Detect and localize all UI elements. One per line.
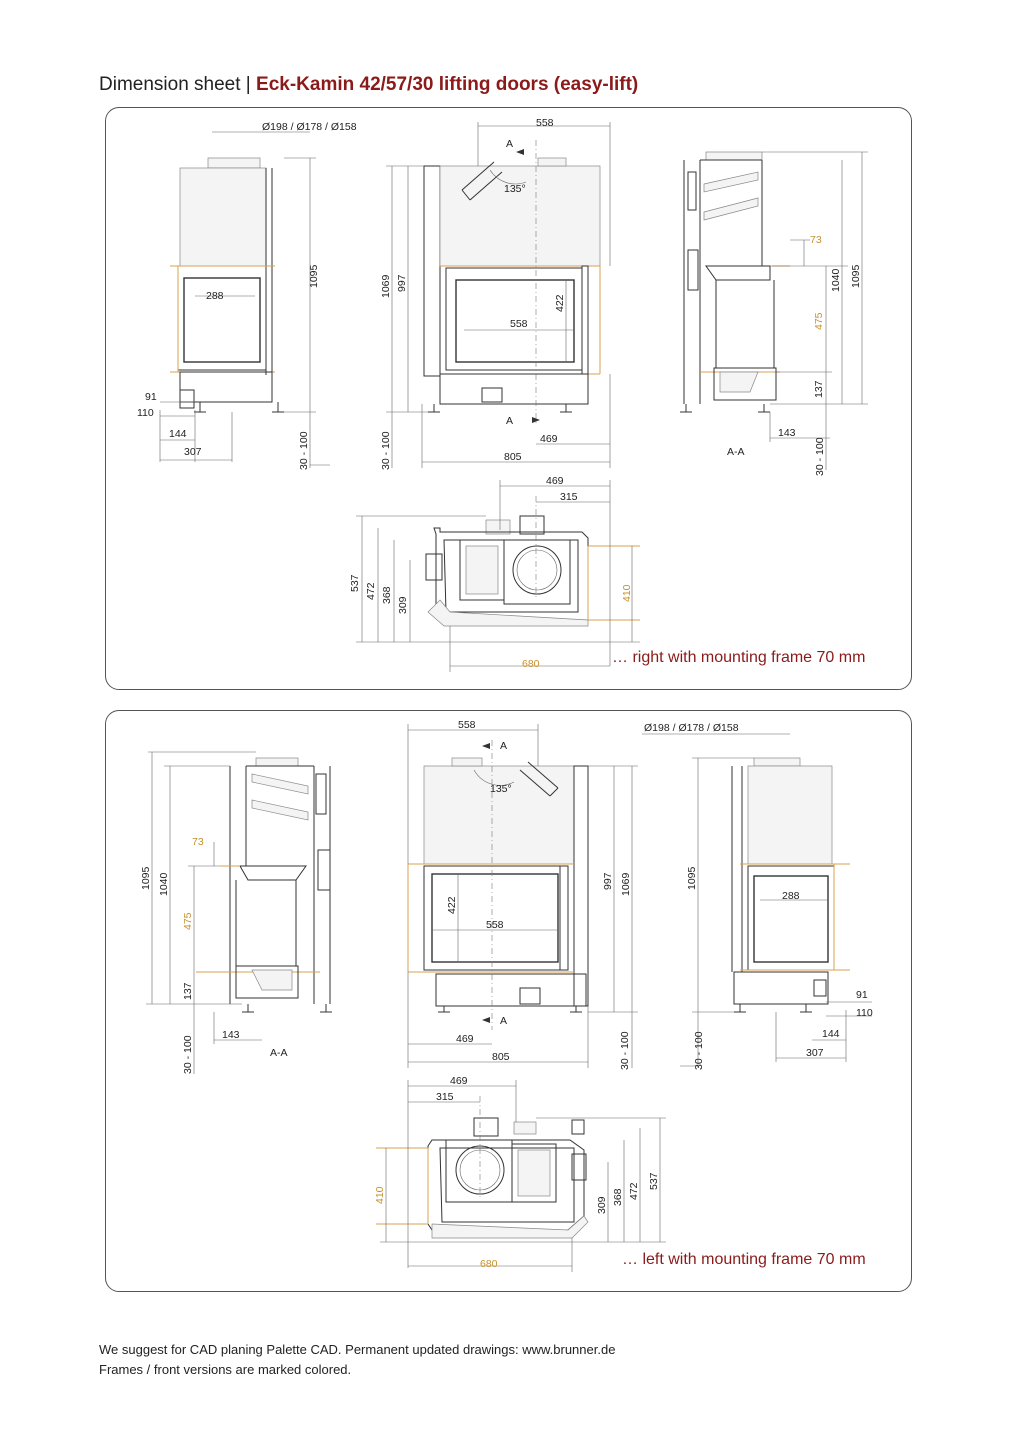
top-side-inner-width: 558 [510, 318, 528, 330]
top-section-label: A-A [727, 446, 745, 458]
top-front-d110: 110 [137, 407, 154, 419]
sheet-label: Dimension sheet [99, 74, 241, 95]
top-side-feet: 30 - 100 [380, 431, 392, 470]
top-plan-h368: 368 [381, 586, 393, 604]
top-section-h1040: 1040 [830, 268, 842, 292]
top-side-w805: 805 [504, 451, 522, 463]
top-front-d307: 307 [184, 446, 202, 458]
top-plan-w680: 680 [522, 658, 540, 670]
bottom-side-section-top: A [500, 740, 508, 752]
bottom-front-d307: 307 [806, 1047, 824, 1059]
top-front-d144: 144 [169, 428, 187, 440]
top-side-view [380, 117, 610, 470]
top-plan-h309: 309 [397, 596, 409, 614]
top-side-h1069: 1069 [380, 274, 392, 298]
bottom-front-view [642, 722, 873, 1070]
bottom-section-h137: 137 [182, 982, 194, 1000]
top-section-h1095: 1095 [850, 264, 862, 288]
top-side-w469: 469 [540, 433, 558, 445]
top-caption: … right with mounting frame 70 mm [612, 649, 866, 666]
bottom-plan-view [374, 1075, 666, 1272]
bottom-side-view [408, 719, 638, 1070]
bottom-front-feet: 30 - 100 [693, 1031, 705, 1070]
footer-cad-note: We suggest for CAD planing Palette CAD. Permanent updated drawings: www.brunner.de [99, 1342, 616, 1357]
top-plan-w469: 469 [546, 475, 564, 487]
bottom-section-h1040: 1040 [158, 872, 170, 896]
top-side-width-dim: 558 [536, 117, 554, 129]
top-front-height-dim: 1095 [308, 264, 320, 288]
bottom-plan-h410: 410 [374, 1186, 386, 1204]
bottom-section-h475: 475 [182, 912, 194, 930]
bottom-side-inner-width: 558 [486, 919, 504, 931]
bottom-side-w469: 469 [456, 1033, 474, 1045]
bottom-plan-h368: 368 [612, 1188, 624, 1206]
bottom-side-angle: 135° [490, 783, 512, 795]
bottom-plan-h309: 309 [596, 1196, 608, 1214]
top-plan-h537: 537 [349, 574, 361, 592]
bottom-plan-h472: 472 [628, 1182, 640, 1200]
footer-color-note: Frames / front versions are marked colored. [99, 1362, 352, 1377]
top-front-flue-dim: Ø198 / Ø178 / Ø158 [262, 121, 357, 133]
bottom-plan-w315: 315 [436, 1091, 454, 1103]
bottom-front-width-dim: 288 [782, 890, 800, 902]
bottom-plan-h537: 537 [648, 1172, 660, 1190]
top-plan-view [349, 475, 640, 672]
bottom-section-d73: 73 [192, 836, 204, 848]
bottom-section-label: A-A [270, 1047, 288, 1059]
bottom-section-view [140, 752, 332, 1074]
bottom-side-width-dim: 558 [458, 719, 476, 731]
bottom-section-feet: 30 - 100 [182, 1035, 194, 1074]
top-section-h137: 137 [813, 380, 825, 398]
bottom-caption: … left with mounting frame 70 mm [622, 1251, 866, 1268]
top-section-h475: 475 [813, 312, 825, 330]
bottom-section-h1095: 1095 [140, 866, 152, 890]
bottom-side-h1069: 1069 [620, 872, 632, 896]
bottom-front-flue-dim: Ø198 / Ø178 / Ø158 [644, 722, 739, 734]
top-side-section-bottom: A [506, 415, 514, 427]
top-side-section-top: A [506, 138, 514, 150]
top-side-h422: 422 [554, 294, 566, 312]
top-plan-h410: 410 [621, 584, 633, 602]
top-section-d143: 143 [778, 427, 796, 439]
bottom-side-h997: 997 [602, 872, 614, 890]
bottom-section-d143: 143 [222, 1029, 240, 1041]
bottom-front-height-dim: 1095 [686, 866, 698, 890]
bottom-side-section-bottom: A [500, 1015, 508, 1027]
bottom-plan-w469: 469 [450, 1075, 468, 1087]
top-section-d73: 73 [810, 234, 822, 246]
top-front-view [137, 121, 357, 470]
top-front-d91: 91 [145, 391, 157, 403]
bottom-front-d144: 144 [822, 1028, 840, 1040]
title-separator: | [240, 74, 257, 95]
bottom-plan-w680: 680 [480, 1258, 498, 1270]
top-plan-w315: 315 [560, 491, 578, 503]
top-section-view [680, 152, 868, 476]
top-plan-h472: 472 [365, 582, 377, 600]
top-section-feet: 30 - 100 [814, 437, 826, 476]
bottom-side-feet: 30 - 100 [619, 1031, 631, 1070]
bottom-front-d110: 110 [856, 1007, 873, 1019]
top-front-width-dim: 288 [206, 290, 224, 302]
model-name: Eck-Kamin 42/57/30 lifting doors (easy-lift) [256, 74, 639, 95]
top-front-feet-dim: 30 - 100 [298, 431, 310, 470]
bottom-side-h422: 422 [446, 896, 458, 914]
top-side-angle: 135° [504, 183, 526, 195]
bottom-front-d91: 91 [856, 989, 868, 1001]
bottom-side-w805: 805 [492, 1051, 510, 1063]
top-side-h997: 997 [396, 274, 408, 292]
